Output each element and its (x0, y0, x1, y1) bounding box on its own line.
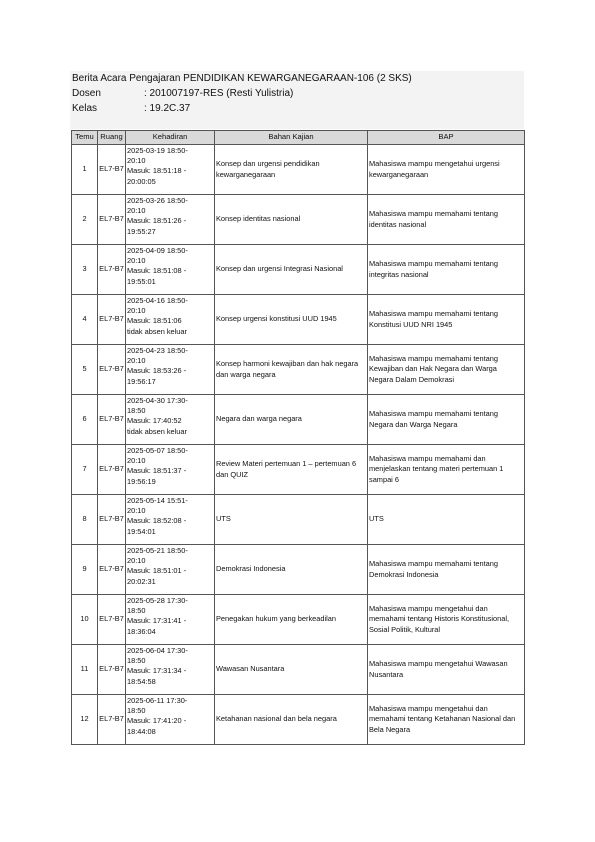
temu-cell: 7 (72, 445, 98, 495)
col-header-temu: Temu (72, 131, 98, 145)
kehadiran-line: 2025-04-30 17:30- (127, 396, 188, 405)
kehadiran-line: 2025-04-09 18:50- (127, 246, 188, 255)
kehadiran-line: Masuk: 17:41:20 - (127, 716, 187, 726)
bahan-kajian-cell: Konsep urgensi konstitusi UUD 1945 (215, 295, 368, 345)
document-title: Berita Acara Pengajaran PENDIDIKAN KEWARGANEGARAAN-106 (2 SKS) (72, 73, 412, 84)
kehadiran-cell (126, 695, 215, 745)
table-row (72, 695, 525, 745)
kehadiran-line: 20:10 (127, 556, 146, 566)
col-header-bap: BAP (368, 131, 525, 145)
kehadiran-cell (126, 395, 215, 445)
temu-cell: 10 (72, 595, 98, 645)
ruang-cell: EL7-B7 (98, 295, 126, 345)
bap-cell: Mahasiswa mampu memahami tentang Konstitusi UUD NRI 1945 (368, 295, 525, 345)
kehadiran-line: tidak absen keluar (127, 326, 187, 336)
kehadiran-line: Masuk: 18:51:18 - (127, 166, 187, 176)
kehadiran-line: Masuk: 18:51:37 - (127, 466, 187, 476)
kehadiran-line: 20:10 (127, 356, 146, 366)
temu-cell: 9 (72, 545, 98, 595)
temu-cell: 1 (72, 145, 98, 195)
bap-cell: Mahasiswa mampu memahami tentang Kewajiban dan Hak Negara dan Warga Negara Dalam Demokrasi (368, 345, 525, 395)
kehadiran-line: Masuk: 17:31:34 - (127, 666, 187, 676)
ruang-cell: EL7-B7 (98, 345, 126, 395)
kehadiran-cell (126, 145, 215, 195)
kehadiran-cell (126, 245, 215, 295)
kehadiran-line: tidak absen keluar (127, 426, 187, 436)
table-row (72, 595, 525, 645)
bap-cell: Mahasiswa mampu mengetahui Wawasan Nusantara (368, 645, 525, 695)
kehadiran-cell (126, 345, 215, 395)
temu-cell: 12 (72, 695, 98, 745)
kehadiran-cell (126, 195, 215, 245)
kehadiran-line: 2025-04-16 18:50- (127, 296, 188, 305)
kehadiran-line: 2025-05-14 15:51- (127, 496, 188, 505)
kehadiran-line: 18:50 (127, 406, 146, 416)
kehadiran-cell (126, 295, 215, 345)
ruang-cell: EL7-B7 (98, 645, 126, 695)
col-header-bahan-kajian: Bahan Kajian (215, 131, 368, 145)
table-row (72, 495, 525, 545)
kehadiran-line: Masuk: 18:51:01 - (127, 566, 187, 576)
kehadiran-line: 18:36:04 (127, 626, 156, 636)
dosen-row (72, 88, 293, 100)
dosen-value: : 201007197-RES (Resti Yulistria) (144, 88, 294, 99)
kehadiran-line: 2025-05-07 18:50- (127, 446, 188, 455)
kelas-value: : 19.2C.37 (144, 103, 191, 114)
kehadiran-line: 20:10 (127, 306, 146, 316)
kehadiran-cell (126, 545, 215, 595)
kehadiran-line: 19:55:01 (127, 276, 156, 286)
kehadiran-line: 18:44:08 (127, 726, 156, 736)
kehadiran-line: 19:55:27 (127, 226, 156, 236)
table-row (72, 395, 525, 445)
bap-cell: Mahasiswa mampu memahami tentang Demokrasi Indonesia (368, 545, 525, 595)
temu-cell: 3 (72, 245, 98, 295)
kehadiran-line: 18:50 (127, 606, 146, 616)
kehadiran-cell (126, 645, 215, 695)
ruang-cell: EL7-B7 (98, 545, 126, 595)
kelas-row (72, 103, 190, 115)
table-row (72, 445, 525, 495)
kehadiran-line: 2025-04-23 18:50- (127, 346, 188, 355)
kehadiran-line: Masuk: 17:40:52 (127, 416, 182, 426)
table-row (72, 145, 525, 195)
temu-cell: 5 (72, 345, 98, 395)
bap-cell: Mahasiswa mampu memahami tentang Negara dan Warga Negara (368, 395, 525, 445)
temu-cell: 2 (72, 195, 98, 245)
bap-cell: Mahasiswa mampu memahami dan menjelaskan tentang materi pertemuan 1 sampai 6 (368, 445, 525, 495)
kehadiran-line: 2025-05-28 17:30- (127, 596, 188, 605)
kehadiran-line: Masuk: 18:52:08 - (127, 516, 187, 526)
ruang-cell: EL7-B7 (98, 145, 126, 195)
attendance-table (71, 130, 525, 745)
bahan-kajian-cell: UTS (215, 495, 368, 545)
temu-cell: 11 (72, 645, 98, 695)
kehadiran-cell (126, 445, 215, 495)
table-row (72, 345, 525, 395)
temu-cell: 6 (72, 395, 98, 445)
col-header-ruang: Ruang (98, 131, 126, 145)
temu-cell: 8 (72, 495, 98, 545)
bahan-kajian-cell: Konsep dan urgensi Integrasi Nasional (215, 245, 368, 295)
ruang-cell: EL7-B7 (98, 245, 126, 295)
table-header-row (72, 131, 525, 145)
bahan-kajian-cell: Konsep identitas nasional (215, 195, 368, 245)
col-header-kehadiran: Kehadiran (126, 131, 215, 145)
kehadiran-line: Masuk: 18:51:26 - (127, 216, 187, 226)
kehadiran-line: 20:02:31 (127, 576, 156, 586)
table-row (72, 545, 525, 595)
table-row (72, 195, 525, 245)
ruang-cell: EL7-B7 (98, 195, 126, 245)
bahan-kajian-cell: Wawasan Nusantara (215, 645, 368, 695)
document-header (70, 71, 524, 129)
dosen-label: Dosen (72, 88, 101, 99)
bahan-kajian-cell: Konsep dan urgensi pendidikan kewarganegaraan (215, 145, 368, 195)
kehadiran-line: 19:56:17 (127, 376, 156, 386)
bahan-kajian-cell: Penegakan hukum yang berkeadilan (215, 595, 368, 645)
kehadiran-cell (126, 495, 215, 545)
table-row (72, 645, 525, 695)
table-row (72, 295, 525, 345)
kehadiran-line: 20:00:05 (127, 176, 156, 186)
kehadiran-line: Masuk: 18:51:08 - (127, 266, 187, 276)
temu-cell: 4 (72, 295, 98, 345)
kehadiran-line: 2025-05-21 18:50- (127, 546, 188, 555)
kehadiran-line: 20:10 (127, 206, 146, 216)
bap-cell: Mahasiswa mampu mengetahui dan memahami tentang Historis Konstitusional, Sosial Politik, Kultural (368, 595, 525, 645)
kehadiran-line: Masuk: 17:31:41 - (127, 616, 187, 626)
bap-cell: UTS (368, 495, 525, 545)
kehadiran-line: 18:54:58 (127, 676, 156, 686)
bahan-kajian-cell: Ketahanan nasional dan bela negara (215, 695, 368, 745)
kehadiran-cell (126, 595, 215, 645)
kehadiran-line: 20:10 (127, 456, 146, 466)
kehadiran-line: 18:50 (127, 656, 146, 666)
kehadiran-line: Masuk: 18:53:26 - (127, 366, 187, 376)
ruang-cell: EL7-B7 (98, 695, 126, 745)
kehadiran-line: 2025-03-26 18:50- (127, 196, 188, 205)
table-row (72, 245, 525, 295)
bahan-kajian-cell: Negara dan warga negara (215, 395, 368, 445)
bap-cell: Mahasiswa mampu memahami tentang identitas nasional (368, 195, 525, 245)
kehadiran-line: 2025-06-11 17:30- (127, 696, 188, 705)
ruang-cell: EL7-B7 (98, 445, 126, 495)
kehadiran-line: 18:50 (127, 706, 146, 716)
kehadiran-line: Masuk: 18:51:06 (127, 316, 182, 326)
kehadiran-line: 19:56:19 (127, 476, 156, 486)
kehadiran-line: 2025-06-04 17:30- (127, 646, 188, 655)
ruang-cell: EL7-B7 (98, 495, 126, 545)
kehadiran-line: 2025-03-19 18:50- (127, 146, 188, 155)
kehadiran-line: 20:10 (127, 156, 146, 166)
ruang-cell: EL7-B7 (98, 595, 126, 645)
kehadiran-line: 20:10 (127, 256, 146, 266)
bap-cell: Mahasiswa mampu mengetahui urgensi kewarganegaraan (368, 145, 525, 195)
bahan-kajian-cell: Review Materi pertemuan 1 – pertemuan 6 dan QUIZ (215, 445, 368, 495)
kehadiran-line: 20:10 (127, 506, 146, 516)
ruang-cell: EL7-B7 (98, 395, 126, 445)
bap-cell: Mahasiswa mampu memahami tentang integritas nasional (368, 245, 525, 295)
kelas-label: Kelas (72, 103, 98, 114)
bahan-kajian-cell: Demokrasi Indonesia (215, 545, 368, 595)
bap-cell: Mahasiswa mampu mengetahui dan memahami tentang Ketahanan Nasional dan Bela Negara (368, 695, 525, 745)
kehadiran-line: 19:54:01 (127, 526, 156, 536)
bahan-kajian-cell: Konsep harmoni kewajiban dan hak negara dan warga negara (215, 345, 368, 395)
